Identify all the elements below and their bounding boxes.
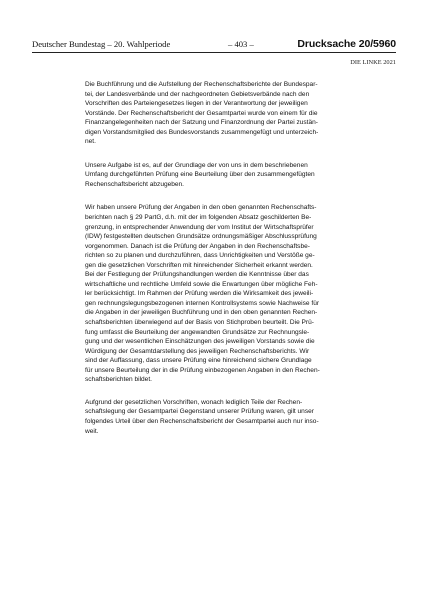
text-line: Vorschriften des Parteiengesetzes liegen in der Verantwortung der jeweiligen: [85, 100, 308, 108]
party-label: DIE LINKE 2021: [350, 59, 396, 66]
header-document-number: Drucksache 20/5960: [297, 38, 396, 50]
text-line: ler berücksichtigt. Im Rahmen der Prüfung werden die Wirksamkeit des jeweili-: [85, 290, 314, 298]
paragraph-responsibility: [85, 80, 383, 147]
text-line: tei, der Landesverbände und der nachgeordneten Gebietsverbände nach den: [85, 90, 310, 98]
text-line: digen Vorstandsmitglied des Bundesvorstands zusammengefügt und unterzeich-: [85, 128, 319, 136]
text-line: die Angaben in der jeweiligen Buchführung und in den oben genannten Rechen-: [85, 309, 318, 317]
text-line: Rechenschaftsbericht abzugeben.: [85, 180, 184, 188]
header-publication: Deutscher Bundestag – 20. Wahlperiode: [32, 39, 171, 49]
text-line: gen rechnungslegungsbezogenen internen Kontrollsystems sowie Nachweise für: [85, 299, 320, 307]
text-line: Finanzangelegenheiten nach der Satzung und Finanzordnung der Partei zustän-: [85, 119, 318, 127]
text-line: gen die gesetzlichen Vorschriften mit hinreichender Sicherheit erkannt werden.: [85, 261, 313, 269]
text-line: gung und der wesentlichen Einschätzungen des jeweiligen Vorstands sowie die: [85, 338, 315, 346]
text-line: Würdigung der Gesamtdarstellung des jeweiligen Rechenschaftsberichts. Wir: [85, 347, 310, 355]
text-line: schaftsberichten überwiegend auf der Basis von Stichproben beurteilt. Die Prü-: [85, 319, 314, 327]
text-line: folgendes Urteil über den Rechenschaftsbericht der Gesamtpartei auch nur inso-: [85, 417, 319, 425]
text-line: net.: [85, 138, 96, 146]
text-line: fung umfasst die Beurteilung der angewandten Grundsätze zur Rechnungsle-: [85, 328, 310, 336]
text-line: schaftsberichten bildet.: [85, 376, 152, 384]
text-line: vorgenommen. Danach ist die Prüfung der Angaben in den Rechenschaftsbe-: [85, 242, 310, 250]
text-line: berichten nach § 29 PartG, d.h. mit der im folgenden Absatz geschilderten Be-: [85, 214, 312, 222]
text-line: Wir haben unsere Prüfung der Angaben in den oben genannten Rechenschafts-: [85, 204, 317, 212]
text-line: richten so zu planen und durchzuführen, dass Unrichtigkeiten und Verstöße ge-: [85, 252, 315, 260]
body-text: [85, 80, 383, 436]
paragraph-opinion-basis: [85, 398, 383, 436]
text-line: Aufgrund der gesetzlichen Vorschriften, wonach lediglich Teile der Rechen-: [85, 398, 303, 406]
text-line: (IDW) festgestellten deutschen Grundsätze ordnungsmäßiger Abschlussprüfung: [85, 233, 317, 241]
text-line: sind der Auffassung, dass unsere Prüfung eine hinreichend sichere Grundlage: [85, 357, 312, 365]
text-line: für unsere Beurteilung der in die Prüfung einbezogenen Angaben in den Rechen-: [85, 366, 320, 374]
text-line: Umfang durchgeführten Prüfung eine Beurteilung über den zusammengefügten: [85, 171, 315, 179]
page-header: [32, 36, 396, 53]
text-line: grenzung, in entsprechender Anwendung der vom Institut der Wirtschaftsprüfer: [85, 223, 314, 231]
text-line: Unsere Aufgabe ist es, auf der Grundlage der von uns in dem beschriebenen: [85, 161, 308, 169]
paragraph-audit-scope: [85, 203, 383, 384]
text-line: Die Buchführung und die Aufstellung der Rechenschaftsberichte der Bundespar-: [85, 81, 318, 88]
text-line: Vorstände. Der Rechenschaftsbericht der Gesamtpartei wurde von einem für die: [85, 109, 318, 117]
header-page-number: – 403 –: [228, 39, 254, 49]
text-line: schaftslegung der Gesamtpartei Gegenstand unserer Prüfung waren, gilt unser: [85, 408, 314, 416]
text-line: weit.: [85, 427, 99, 435]
paragraph-task: [85, 161, 383, 190]
text-line: wirtschaftliche und rechtliche Umfeld sowie die Erwartungen über mögliche Feh-: [85, 280, 318, 288]
text-line: Bei der Festlegung der Prüfungshandlungen werden die Kenntnisse über das: [85, 271, 309, 279]
